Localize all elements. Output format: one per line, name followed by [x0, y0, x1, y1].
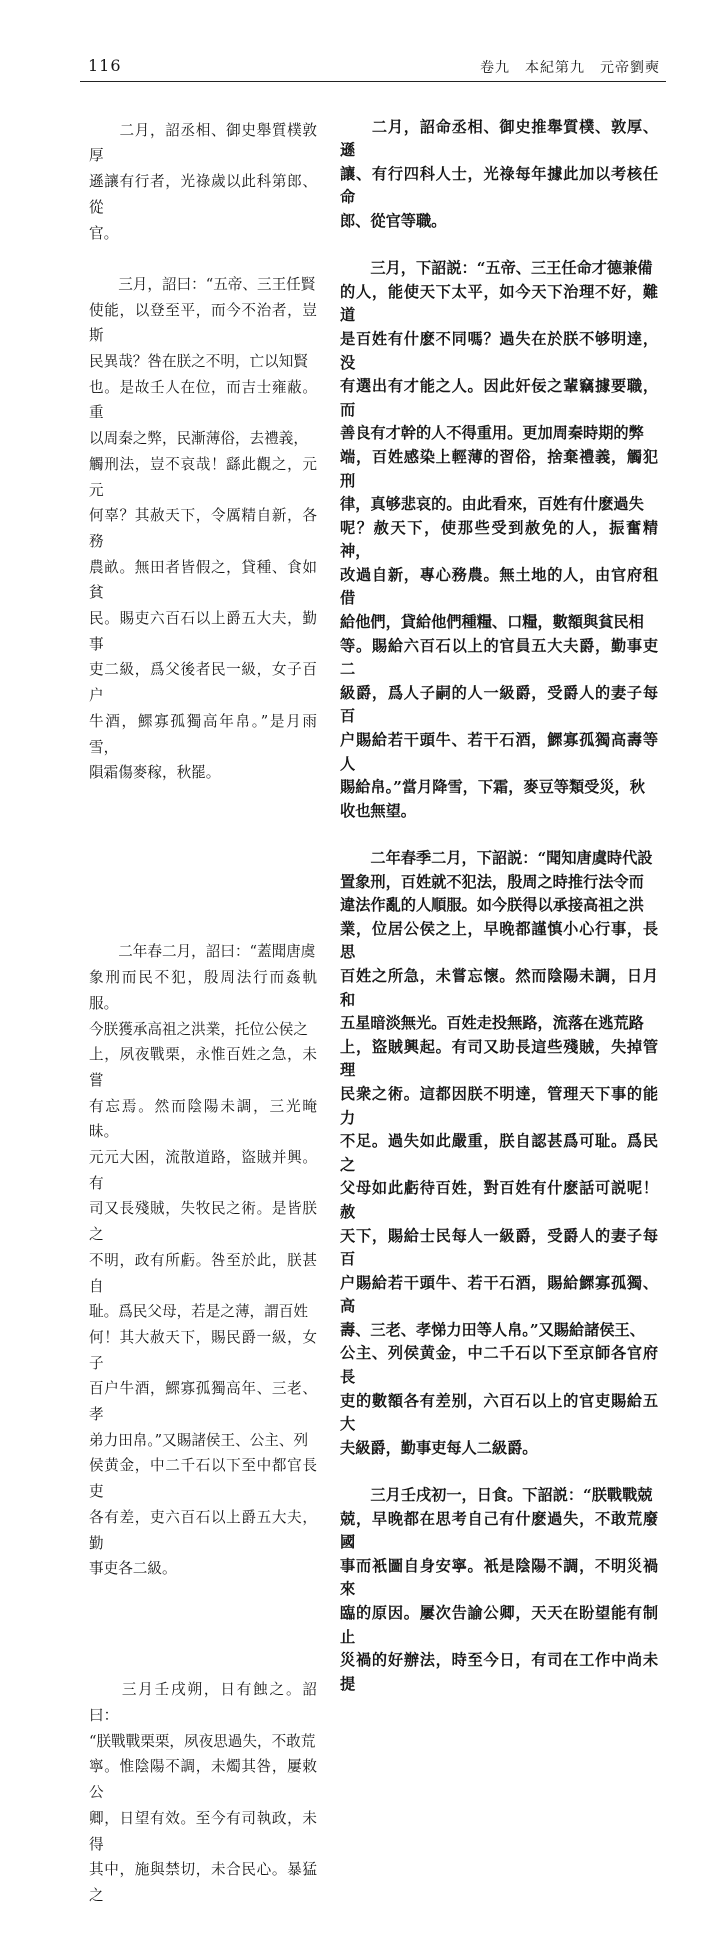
left-paragraph-3: 二年春二月，詔曰：“蓋聞唐虞 象刑而民不犯，殷周法行而姦軌服。 今朕獲承高祖之洪業，托位公侯之 上，夙夜戰栗，永惟百姓之急，未嘗 有忘焉。然而陰陽未調，三光晻昧。 元元大困，流散道路，盜賊并興。有 司又長殘賊，失牧民之術。是皆朕之 不明，政有所虧。咎至於此，朕甚自 耻。爲民父母，若是之薄，謂百姓 何！其大赦天下，賜民爵一級，女子 百户牛酒，鰥寡孤獨高年、三老、孝 弟力田帛。”又賜諸侯王、公主、列 侯黄金，中二千石以下至中都官長吏 各有差，吏六百石以上爵五大夫，勤 事吏各二級。: [89, 943, 317, 1578]
left-paragraph-4: 三月壬戌朔，日有蝕之。詔曰： “朕戰戰栗栗，夙夜思過失，不敢荒 寧。惟陰陽不調，未燭其咎，屢敕公 卿，日望有效。至今有司執政，未得 其中，施與禁切，未合民心。暴猛之: [89, 1681, 317, 1904]
header-rule: [80, 81, 666, 82]
translation-text-column: [340, 92, 658, 1720]
left-paragraph-1: 二月，詔丞相、御史舉質樸敦厚 遜讓有行者，光祿歲以此科第郎、從 官。: [89, 121, 317, 242]
right-paragraph-1: 二月，詔命丞相、御史推舉質樸、敦厚、遜 讓、有行四科人士，光祿每年據此加以考核任命 郎、從官等職。: [340, 117, 658, 230]
left-paragraph-2: 三月，詔曰：“五帝、三王任賢 使能，以登至平，而今不治者，豈斯 民異哉？咎在朕之不明，亡以知賢 也。是故壬人在位，而吉士雍蔽。重 以周秦之弊，民漸薄俗，去禮義， 觸刑法，豈不哀哉！繇此觀之，元元 何辜？其赦天下，令厲精自新，各務 農畝。無田者皆假之，貸種、食如貧 民。賜吏六百石以上爵五大夫，勤事 吏二級，爲父後者民一級，女子百户 牛酒，鰥寡孤獨高年帛。”是月雨雪， 隕霜傷麥稼，秋罷。: [89, 275, 317, 782]
right-paragraph-4: 三月壬戌初一，日食。下詔説：“朕戰戰兢 兢，早晚都在思考自己有什麽過失，不敢荒廢國 事而衹圖自身安寧。衹是陰陽不調，不明災禍來 臨的原因。屢次告諭公卿，天天在盼望能有制止 災禍的好辦法，時至今日，有司在工作中尚未提: [340, 1486, 658, 1693]
classical-text-column: [89, 92, 317, 1934]
running-title: 卷九 本紀第九 元帝劉奭: [480, 60, 660, 76]
page-header: [80, 56, 666, 80]
paragraph-gap: [89, 1608, 317, 1652]
right-paragraph-2: 三月，下詔説：“五帝、三王任命才德兼備 的人，能使天下太平，如今天下治理不好，難道 是百姓有什麽不同嗎？過失在於朕不够明達，没 有選出有才能之人。因此奸佞之輩竊據要職，而 善良有才幹的人不得重用。更加周秦時期的弊 端，百姓感染上輕薄的習俗，捨棄禮義，觸犯刑 律，真够悲哀的。由此看來，百姓有什麽過失 呢？赦天下，使那些受到赦免的人，振奮精神， 改過自新，專心務農。無土地的人，由官府租借 給他們，貸給他們種糧、口糧，數額與貧民相 等。賜給六百石以上的官員五大夫爵，勤事吏二 級爵，爲人子嗣的人一級爵，受爵人的妻子每百 户賜給若干頭牛、若干石酒，鰥寡孤獨高壽等人 賜給帛。”當月降雪，下霜，麥豆等類受災，秋 收也無望。: [340, 259, 658, 820]
paragraph-gap: [89, 812, 317, 914]
right-paragraph-3: 二年春季二月，下詔説：“聞知唐虞時代設 置象刑，百姓就不犯法，殷周之時推行法令而 違法作亂的人順服。如今朕得以承接高祖之洪 業，位居公侯之上，早晚都謹慎小心行事，長思 百姓之所急，未嘗忘懷。然而陰陽未調，日月和 五星暗淡無光。百姓走投無路，流落在逃荒路 上，盜賊興起。有司又助長這些殘賊，失掉管理 民衆之術。這都因朕不明達，管理天下事的能力 不足。過失如此嚴重，朕自認甚爲可耻。爲民之 父母如此虧待百姓，對百姓有什麽話可説呢！赦 天下，賜給士民每人一級爵，受爵人的妻子每百 户賜給若干頭牛、若干石酒，賜給鰥寡孤獨、高 壽、三老、孝悌力田等人帛。”又賜給諸侯王、 公主、列侯黄金，中二千石以下至京師各官府長 吏的數額各有差别，六百石以上的官吏賜給五大 夫級爵，勤事吏每人二級爵。: [340, 849, 658, 1457]
page-number: 116: [88, 56, 122, 75]
